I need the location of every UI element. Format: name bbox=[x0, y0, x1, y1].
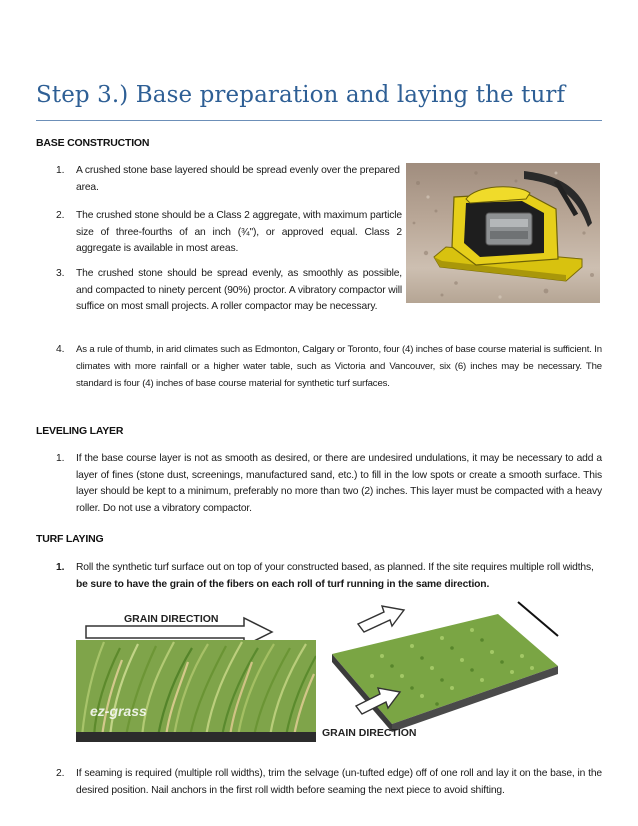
list-text: If the base course layer is not as smooth as desired, or there are undesired undulations, it may be necessary to add a layer of fines (stone dust, screenings, manufactured sand, etc.) to fill in the low spots or create a smooth surface. This layer should be kept to a minimum, preferably no more than two (2) inches. This layer must be compacted with a heavy roller. Do not use a vibratory compactor. bbox=[76, 453, 602, 514]
list-number: 1. bbox=[56, 165, 65, 176]
title-divider bbox=[36, 120, 602, 121]
list-item bbox=[56, 266, 402, 316]
plate-compactor-illustration bbox=[406, 163, 600, 303]
list-item bbox=[56, 342, 602, 392]
list-item bbox=[56, 560, 602, 593]
list-text: As a rule of thumb, in arid climates such as Edmonton, Calgary or Toronto, four (4) inches of base course material is sufficient. In climates with more rainfall or a higher water table, such as Victoria and Vancouver, six (6) inches may be necessary. The standard is four (4) inches of base course material for synthetic turf surfaces. bbox=[76, 344, 602, 389]
brand-watermark: ez-grass bbox=[90, 703, 147, 719]
list-item bbox=[56, 451, 602, 517]
list-text: The crushed stone should be a Class 2 aggregate, with maximum particle size of three-fourths of an inch (¾"), or approved equal. Class 2 aggregate is available in most areas. bbox=[76, 210, 402, 254]
section-heading-leveling-layer: LEVELING LAYER bbox=[36, 425, 124, 437]
section-heading-base-construction: BASE CONSTRUCTION bbox=[36, 137, 150, 149]
list-item bbox=[56, 208, 402, 258]
turf-left-illustration bbox=[76, 596, 316, 742]
grain-direction-label-left: GRAIN DIRECTION bbox=[124, 613, 219, 625]
list-item bbox=[56, 163, 402, 196]
turf-right-illustration bbox=[322, 596, 560, 742]
page-title: Step 3.) Base preparation and laying the turf bbox=[36, 82, 566, 108]
list-text: Roll the synthetic turf surface out on top of your constructed based, as planned. If the site requires multiple roll widths, bbox=[76, 562, 594, 573]
turf-grain-photo-right bbox=[322, 596, 560, 742]
list-text: A crushed stone base layered should be spread evenly over the prepared area. bbox=[76, 165, 400, 193]
turf-grain-photo-left bbox=[76, 596, 316, 742]
section-heading-turf-laying: TURF LAYING bbox=[36, 533, 104, 545]
plate-compactor-photo bbox=[406, 163, 600, 303]
list-number: 2. bbox=[56, 768, 65, 779]
list-number: 3. bbox=[56, 268, 65, 279]
list-text: If seaming is required (multiple roll widths), trim the selvage (un-tufted edge) off of one roll and lay it on the base, in the desired position. Nail anchors in the first roll width before seaming the next piece to avoid shifting. bbox=[76, 768, 602, 796]
list-number: 2. bbox=[56, 210, 65, 221]
list-text: The crushed stone should be spread evenly, as smoothly as possible, and compacted to ninety percent (90%) proctor. A vibratory compactor will suffice on most small projects. A roller compactor may be necessary. bbox=[76, 268, 402, 312]
list-number: 4. bbox=[56, 344, 65, 355]
list-item bbox=[56, 766, 602, 799]
list-text-emphasis: be sure to have the grain of the fibers on each roll of turf running in the same direction. bbox=[76, 578, 490, 590]
grain-direction-label-right: GRAIN DIRECTION bbox=[322, 727, 417, 739]
list-number: 1. bbox=[56, 562, 65, 573]
list-number: 1. bbox=[56, 453, 65, 464]
